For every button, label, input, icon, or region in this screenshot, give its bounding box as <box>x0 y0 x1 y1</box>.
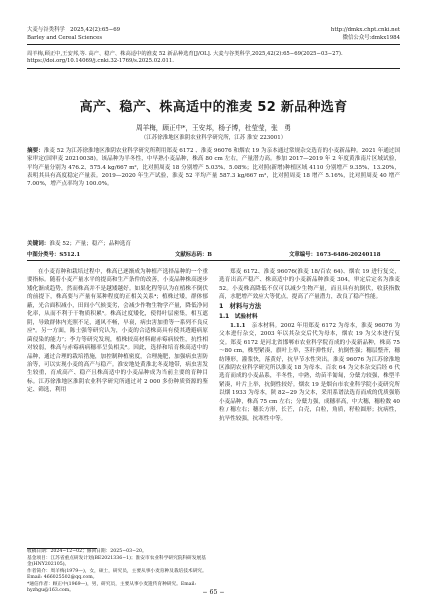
citation-text: 周羊梅,顾正中,王安邦,等. 高产、稳产、株高适中的淮麦 52 新品种选育[J/OL]. 大麦与谷类科学,2025,42(2):65−69(2025−03−27). https://doi.org/10.14069/j.cnki.32-1769/s.2025.02.011. <box>27 51 343 65</box>
header-rule <box>27 44 400 45</box>
section-heading-materials-methods: 1 材料与方法 <box>219 302 262 310</box>
article-title: 高产、稳产、株高适中的淮麦 52 新品种选育 <box>79 100 348 115</box>
wechat-account: 微信公众号:dmkx1984 <box>342 35 400 41</box>
intro-continuation: 郑麦 6172、淮麦 96076(淮麦 18/百农 64)、烟农 19 进行复交，选育出高产稳产、株高适中的小麦新品种淮麦 304，审定后定名为淮麦 52。小麦株高降低不仅可以减少生物产量，而且具有抗倒伏，收获指数高，水肥增产效应大等优点，提高了产量潜力，改良了稳产性能。 <box>219 269 400 301</box>
parent-materials-paragraph <box>219 322 400 423</box>
affiliation: （江苏徐淮地区淮阴农业科学研究所，江苏 淮安 223001） <box>140 135 287 141</box>
keywords <box>27 239 400 247</box>
article-number: 文章编号：1673-6486-20240118 <box>289 252 381 258</box>
page-number: − 65 − <box>202 589 225 596</box>
citation-rule <box>27 68 400 69</box>
intro-paragraph: 在小麦育种和栽培过程中，株高已逐渐成为种植产选择品种的一个重要指标。随着小麦产量水平的提高和生产条件的改善，小麦品种株高逐步矮化渐成趋势，然而株高并不是越矮越好。如果化程等认为在植株不倒伏的前提下，株高要与产量有某种程度的正相关关系⁴；植株过矮，群体郁蔽，光合面积减小，田间小气候变劣，会减少作物生物学产量，降低净同化率，从而不利于干物质积累⁵。株高过度矮化，使得叶层密集，相互遮阴，导致群体内光照不足，通风不畅，早衰，病虫害加重等一系列不良反应⁶。另一方面，陈士强等研究认为，小麦的合适株高具有使其透避病原菌侵染的能力⁷；李力等研究发现，植株较高材料耐赤霉病较性，抗性相对较弱，株高与赤霉病病穗率呈负相关⁸。因此，选择和培育株高适中的品种，通过合理的栽培措施，加控制种植密度，合理施肥，加强病虫害防治等，可以实现小麦的高产与稳产。淮安地处黄淮北冬麦地带，病虫害发生较重，育成高产、稳产且株高适中的小麦品种成为当前主要的育种目标。江苏徐淮地区淮阴农业科学研究所通过对 2 000 多份种质资源的鉴定、筛选，利用 <box>27 269 208 394</box>
right-column <box>219 268 400 423</box>
first-author-bio: 作者简介：周羊梅(1979—)，女，硕士，研究员，主要从事小麦育种及栽培技术研究。Email: 466025502@qq.com。 <box>27 568 207 580</box>
keywords-body: 淮麦 52；产量；稳产；品种选育 <box>49 241 132 247</box>
journal-url[interactable]: http://dmkx.chpt.cnki.net <box>330 27 400 33</box>
clc-number: 中图分类号：S512.1 <box>27 252 81 258</box>
corresponding-author-bio: *通信作者：顾正中(1969—)，男，研究员，主要从事小麦遗传育种研究。Email: hyzhgu@163.com。 <box>27 581 197 593</box>
received-date: 收稿日期：2024−12−02；修回日期：2025−03−20。 <box>27 549 147 554</box>
fund-info: 基金项目：江苏省重点研发计划(BE2021336−1)；淮安市农业科学研究院科研发展基金(HNY202105)。 <box>27 555 206 567</box>
journal-header-left <box>27 26 120 42</box>
subsubsection-label: 1.1.1 <box>230 322 252 329</box>
subsection-heading-materials: 1.1 试验材料 <box>219 314 258 321</box>
journal-volume-line: 大麦与谷类科学 2025,42(2):65−69 <box>27 27 121 33</box>
keywords-label: 关键词： <box>27 241 50 247</box>
author-list: 周羊梅，顾正中*，王安邦，杨子博，杜莹莹，张 勇 <box>136 124 291 132</box>
document-code: 文献标志码：B <box>175 252 212 258</box>
journal-header-right <box>331 26 400 42</box>
left-column <box>27 268 208 395</box>
abstract-label: 摘要： <box>27 148 44 154</box>
parent-materials-text: 亲本材料。2002 年用郑麦 6172 为母本，淮麦 96076 为父本进行杂交，2003 年以其杂交后代为母本，烟农 19 为父本进行复交。郑麦 6172 是河北省邯郸市农业科学院育成的小麦新品种，株高 75～80 cm，株型紧凑，旗叶上举，茎秆弹性好，抗倒性强；穗层整齐，穗纺锤形，灌浆快，落黄好，抗旱节水性突出。淮麦 96076 为江苏徐淮地区淮阴农业科学研究所以淮麦 18 为母本、百农 64 为父本杂交后经 6 代选育而成的小麦品系，半冬性，中熟，幼苗半匍匐，分蘖力较强，株型半紧凑，叶片上举，抗倒性较好。烟农 19 是烟台市农业科学院小麦研究所以烟 1933 为母本，陕 82−29 为父本，采用系谱法选育而成的优质强筋小麦品种，株高 75 cm 左右；分蘖力强，成穗率高，中大穗，穗粒数 40 粒 / 穗左右；穗长方形，长芒，白壳，白粒，角质，籽粒圆形；抗病性，抗旱性较强，抗寒性中等。 <box>219 322 400 422</box>
abstract <box>27 147 400 188</box>
footnote <box>27 549 208 595</box>
abstract-body: 淮麦 52 为江苏徐淮地区淮阴农业科学研究所利用郑麦 6172 、淮麦 96076 和烟农 19 为亲本通过常规杂交选育的小麦新品种。2021 年通过国家审定(国审麦 20210038)。该品种为半冬性，中早熟小麦品种，株高 80 cm 左右，产量潜力高。参加 2017—2019 年 2 年度黄淮南片区域试验，平均产量分别为 476.2、575.4 kg/667 m²，比对照周麦 18 分别增产 5.03%、5.08%；比对照(新增)种植区域 4110 分别增产 9.35%、13.20%，表明其具有高度稳定产量表。2019—2020 年生产试验，淮麦 52 平均产量 587.3 kg/667 m²，比对照周麦 18 增产 5.16%，比对照周麦 40 增产 7.00%，增产点率均为 100.0%。 <box>27 148 400 188</box>
body-rule <box>27 260 400 261</box>
journal-english-name: Barley and Cereal Sciences <box>27 35 103 41</box>
